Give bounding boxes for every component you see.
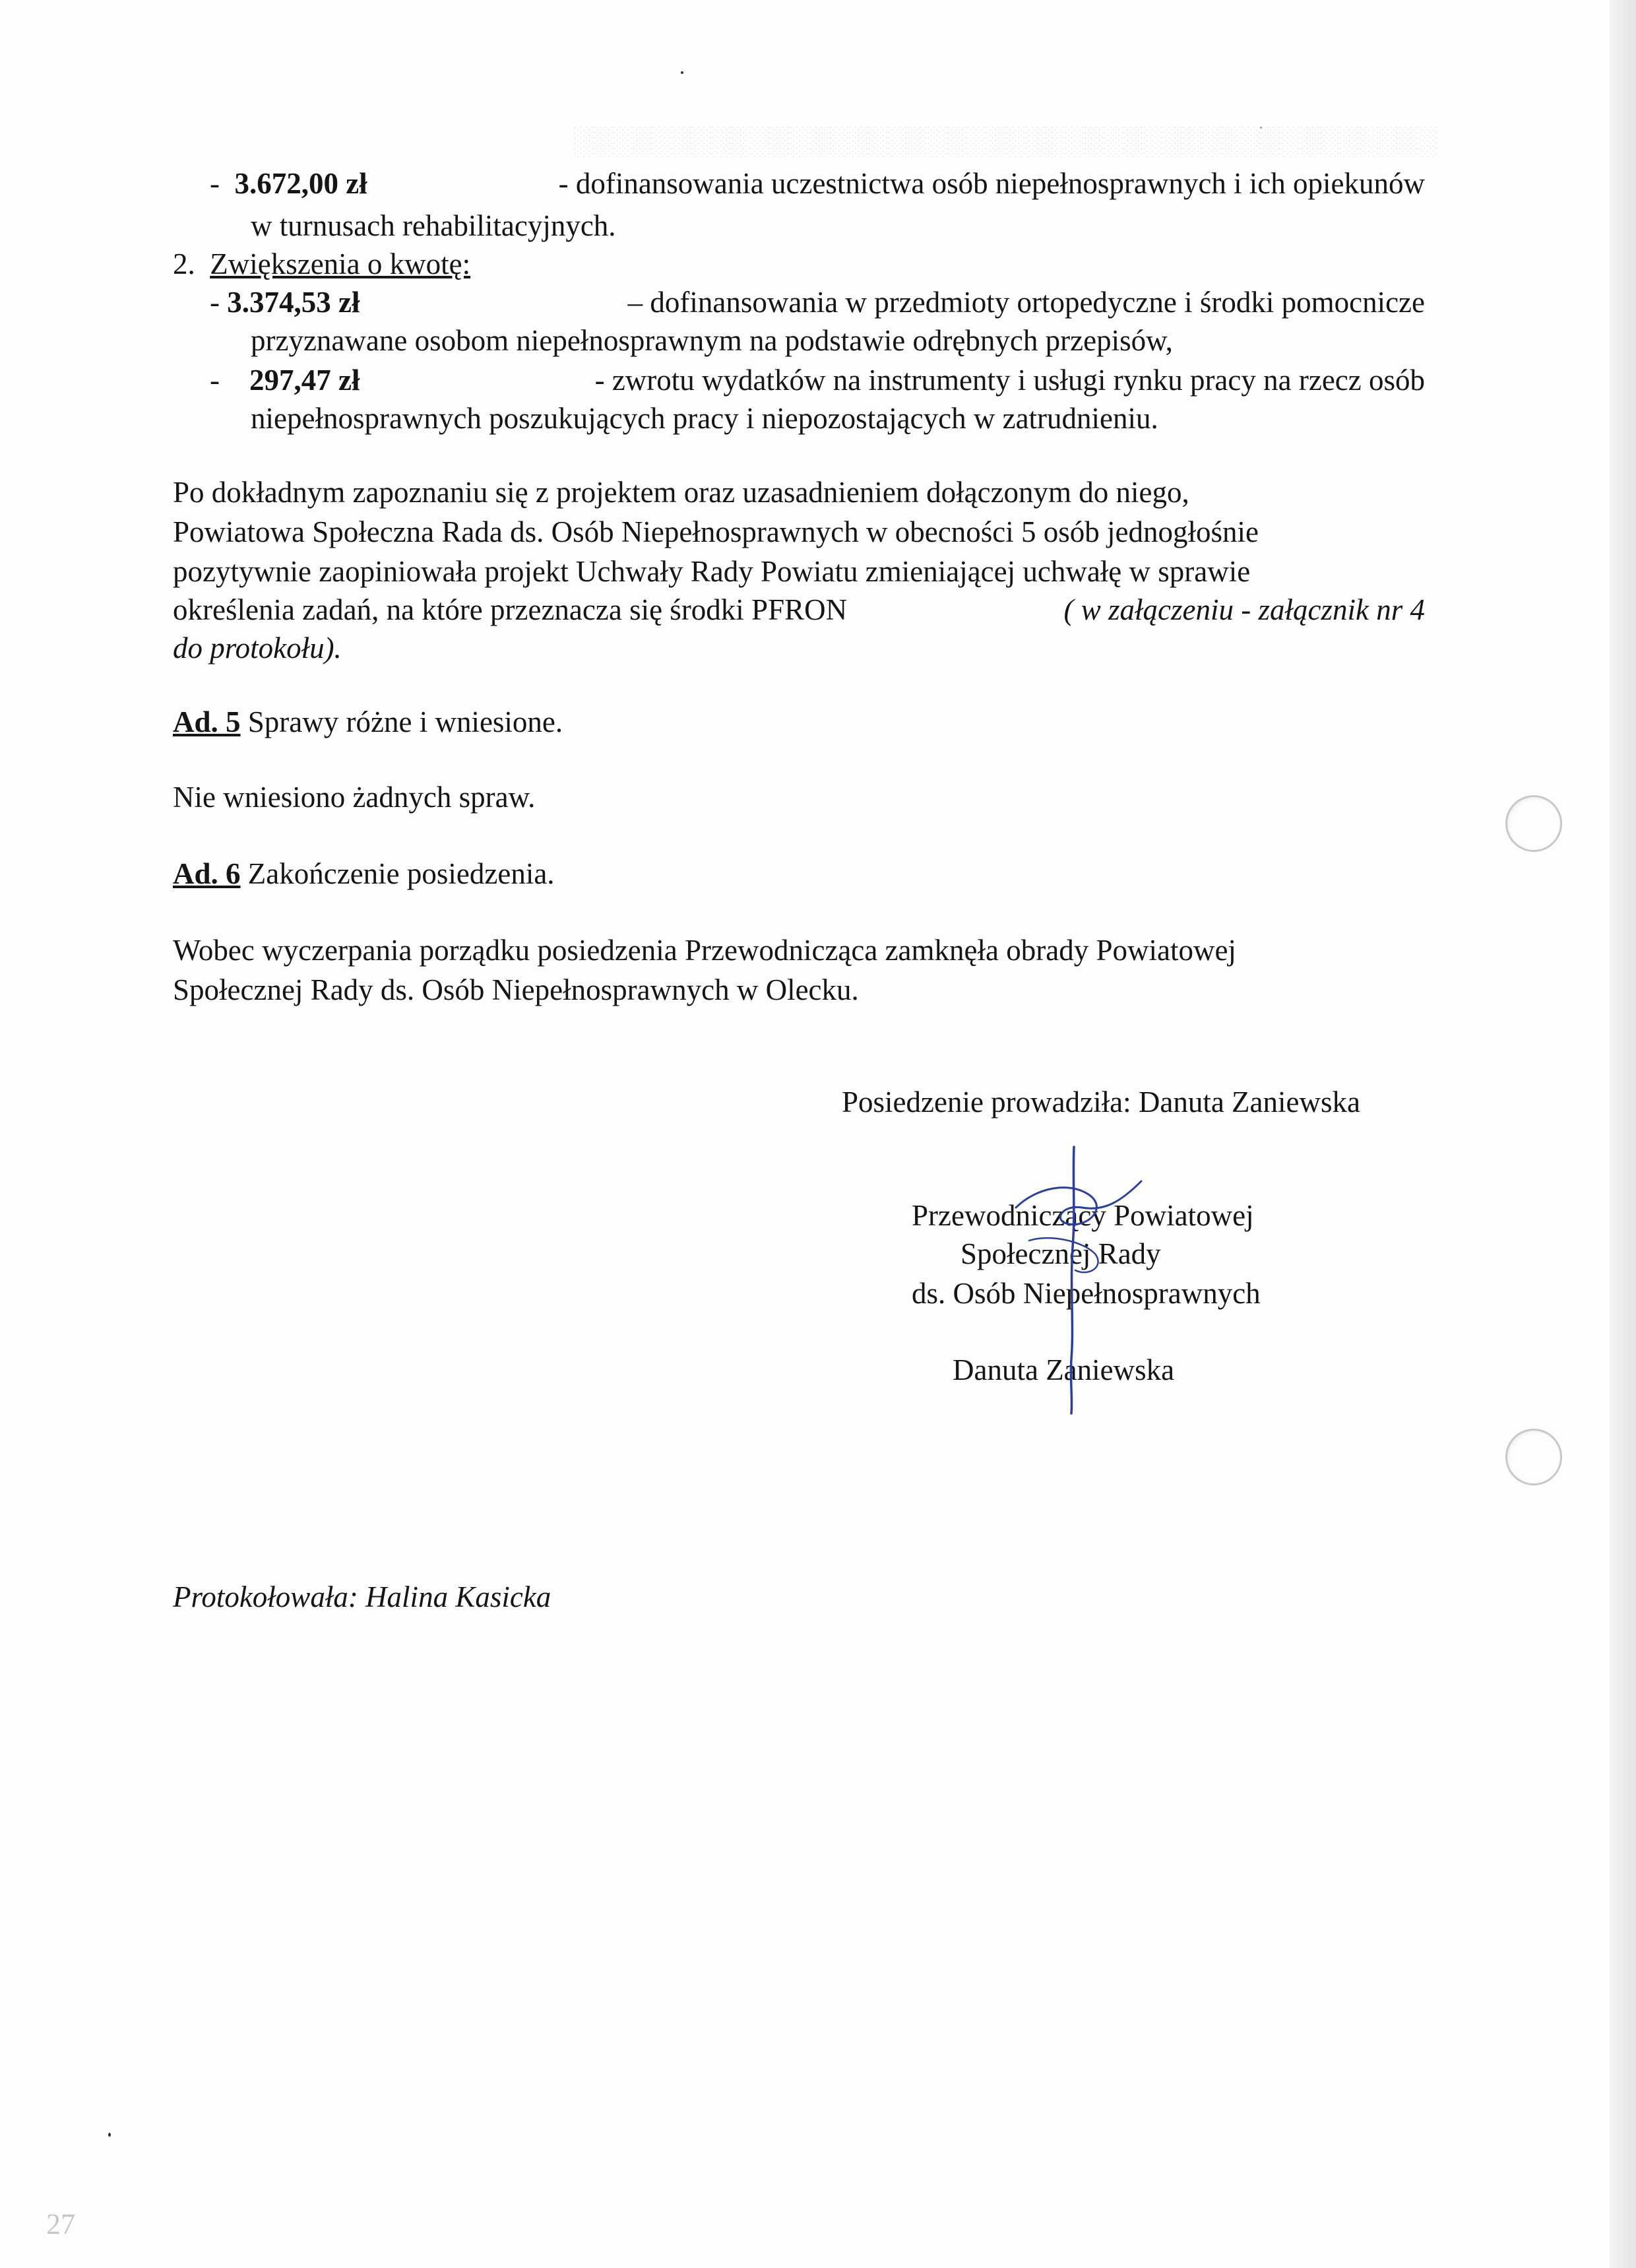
signature-title-line: ds. Osób Niepełnosprawnych — [912, 1277, 1261, 1310]
closing-text: Wobec wyczerpania porządku posiedzenia Przewodnicząca zamknęła obrady Powiatowej — [173, 934, 1236, 967]
agenda-item-5 — [173, 705, 563, 739]
scan-speck — [1260, 127, 1262, 129]
item-text: - dofinansowania uczestnictwa osób niepełnosprawnych i ich opiekunów — [558, 167, 1425, 200]
list-marker: - — [210, 286, 220, 319]
signature-title-line: Społecznej Rady — [960, 1237, 1161, 1270]
agenda-label: Ad. 5 — [173, 705, 241, 738]
agenda-note: Nie wniesiono żadnych spraw. — [173, 781, 536, 814]
attachment-reference-end: do protokołu). — [173, 632, 342, 664]
list-item-line — [210, 363, 1425, 397]
handwritten-signature — [990, 1142, 1187, 1419]
paragraph-line — [173, 515, 1425, 549]
presided-by: Posiedzenie prowadziła: Danuta Zaniewska — [842, 1085, 1360, 1118]
agenda-title: Zakończenie posiedzenia. — [247, 857, 555, 890]
closing-line: Społecznej Rady ds. Osób Niepełnosprawnych w Olecku. — [173, 973, 859, 1006]
paragraph-text: Powiatowa Społeczna Rada ds. Osób Niepełnosprawnych w obecności 5 osób jednogłośnie — [173, 515, 1259, 548]
paragraph-line — [173, 554, 1425, 589]
section-number: 2. — [173, 247, 195, 280]
agenda-title: Sprawy różne i wniesione. — [247, 705, 563, 738]
item-text-continuation: w turnusach rehabilitacyjnych. — [251, 209, 616, 242]
scan-speck — [681, 71, 683, 74]
item-text: - zwrotu wydatków na instrumenty i usługi rynku pracy na rzecz osób — [594, 364, 1425, 397]
agenda-label: Ad. 6 — [173, 857, 241, 890]
closing-line — [173, 933, 1425, 967]
list-item-line — [210, 166, 1425, 201]
paragraph-text: określenia zadań, na które przeznacza się środki PFRON — [173, 593, 848, 626]
signature-title-line: Przewodniczący Powiatowej — [912, 1199, 1254, 1232]
signatory-name: Danuta Zaniewska — [953, 1353, 1175, 1386]
agenda-item-6 — [173, 857, 555, 891]
bleed-through-texture: ░░░░░░░░░░░░░░░░░░░░░░░░░░░░░░░░░░░░░░░░░░░░ — [574, 126, 1438, 156]
list-marker: - — [210, 364, 220, 397]
amount: 3.374,53 zł — [227, 286, 360, 319]
list-marker: - — [210, 167, 220, 200]
section-title: Zwiększenia o kwotę: — [210, 247, 471, 280]
punch-hole — [1505, 795, 1562, 852]
item-text: – dofinansowania w przedmioty ortopedyczne i środki pomocnicze — [627, 286, 1425, 319]
recorder-line: Protokołowała: Halina Kasicka — [173, 1580, 551, 1613]
scan-speck — [108, 2133, 111, 2137]
amount: 297,47 zł — [249, 364, 360, 397]
paragraph-text: Po dokładnym zapoznaniu się z projektem oraz uzasadnieniem dołączonym do niego, — [173, 476, 1189, 509]
item-text-continuation: niepełnosprawnych poszukujących pracy i niepozostających w zatrudnieniu. — [251, 402, 1158, 435]
item-text-continuation: przyznawane osobom niepełnosprawnym na podstawie odrębnych przepisów, — [251, 324, 1173, 357]
list-item-line — [210, 285, 1425, 319]
page-number: 27 — [46, 2208, 75, 2240]
paragraph-line — [173, 593, 1425, 627]
paragraph-line — [173, 475, 1425, 509]
attachment-reference: ( w załączeniu - załącznik nr 4 — [1063, 593, 1425, 626]
section-heading — [173, 247, 470, 281]
page-edge-shadow — [1610, 0, 1636, 2268]
punch-hole — [1505, 1429, 1562, 1485]
amount: 3.672,00 zł — [234, 167, 367, 200]
paragraph-text: pozytywnie zaopiniowała projekt Uchwały Rady Powiatu zmieniającej uchwałę w sprawie — [173, 555, 1251, 588]
